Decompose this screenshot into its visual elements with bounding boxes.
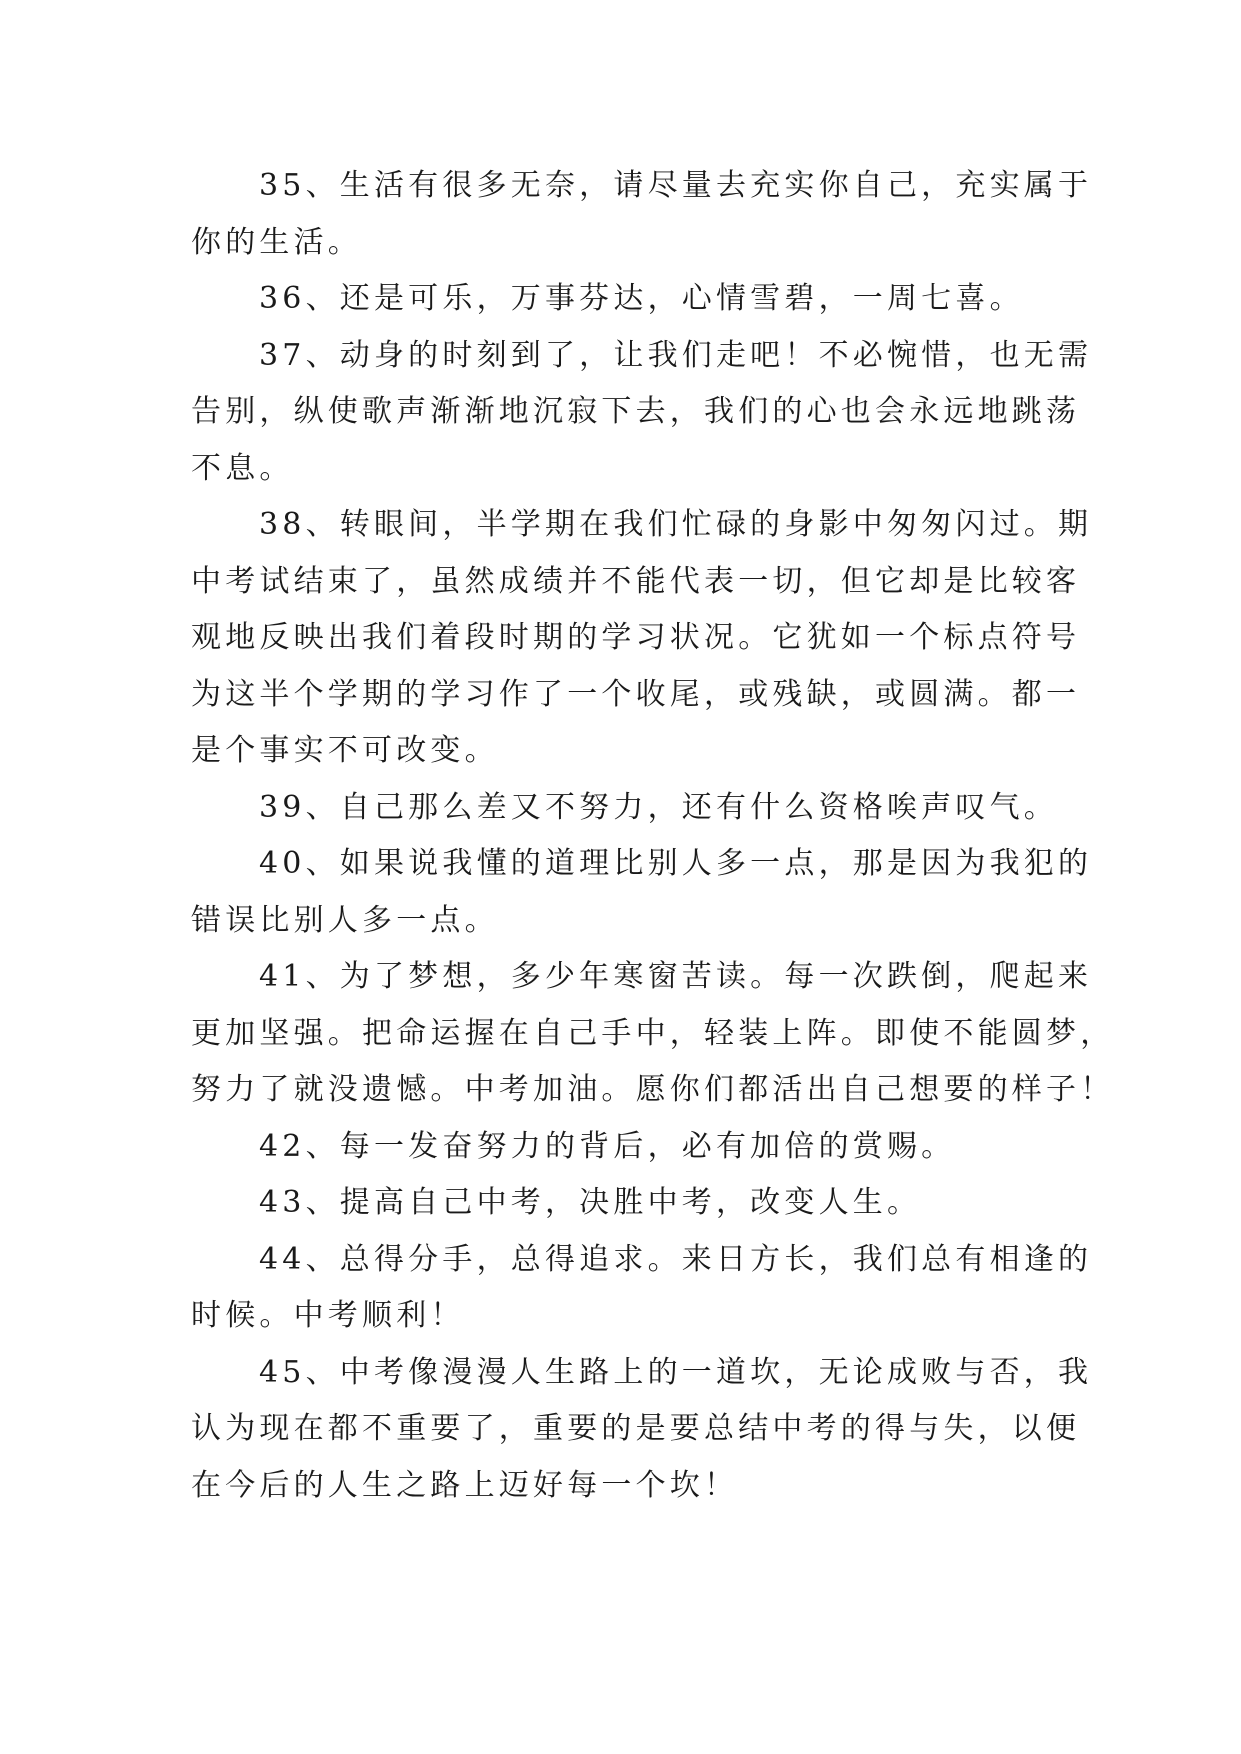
document-body [191,158,1115,1514]
paragraph-line: 认为现在都不重要了，重要的是要总结中考的得与失，以便 [191,1411,1081,1446]
paragraph-line: 40、如果说我懂的道理比别人多一点，那是因为我犯的 [259,846,1093,881]
paragraph-44 [191,1232,1093,1345]
paragraph-line: 更加坚强。把命运握在自己手中，轻装上阵。即使不能圆梦， [191,1015,1115,1051]
paragraph-line: 为这半个学期的学习作了一个收尾，或残缺，或圆满。都一 [191,676,1081,712]
paragraph-line: 41、为了梦想，多少年寒窗苦读。每一次跌倒，爬起来 [259,959,1093,994]
paragraph-35 [191,158,1093,271]
paragraph-line: 45、中考像漫漫人生路上的一道坎，无论成败与否，我 [259,1354,1093,1390]
paragraph-line: 错误比别人多一点。 [191,902,499,938]
paragraph-line: 观地反映出我们着段时期的学习状况。它犹如一个标点符号 [191,620,1081,655]
paragraph-line: 中考试结束了，虽然成绩并不能代表一切，但它却是比较客 [191,563,1081,599]
paragraph-41 [191,949,1115,1119]
paragraph-line: 36、还是可乐，万事芬达，心情雪碧，一周七喜。 [259,281,1024,316]
paragraph-38 [191,497,1093,780]
paragraph-37 [191,328,1093,498]
paragraph-39 [191,780,1058,837]
paragraph-line: 时候。中考顺利！ [191,1298,465,1333]
paragraph-43 [191,1175,1051,1232]
paragraph-line: 是个事实不可改变。 [191,733,499,768]
paragraph-line: 42、每一发奋努力的背后，必有加倍的赏赐。 [259,1128,956,1164]
paragraph-line: 35、生活有很多无奈，请尽量去充实你自己，充实属于 [259,168,1093,203]
paragraph-line: 37、动身的时刻到了，让我们走吧！不必惋惜，也无需 [259,337,1093,373]
paragraph-45 [191,1345,1093,1515]
paragraph-36 [191,271,1051,328]
paragraph-line: 39、自己那么差又不努力，还有什么资格唉声叹气。 [259,789,1058,825]
paragraph-line: 在今后的人生之路上迈好每一个坎！ [191,1467,739,1503]
paragraph-line: 43、提高自己中考，决胜中考，改变人生。 [259,1185,922,1220]
paragraph-line: 44、总得分手，总得追求。来日方长，我们总有相逢的 [259,1241,1093,1277]
paragraph-line: 你的生活。 [191,224,362,260]
paragraph-42 [191,1119,1051,1176]
paragraph-line: 努力了就没遗憾。中考加油。愿你们都活出自己想要的样子！ [191,1072,1115,1107]
paragraph-40 [191,836,1093,949]
paragraph-line: 告别，纵使歌声渐渐地沉寂下去，我们的心也会永远地跳荡 [191,394,1081,429]
paragraph-line: 不息。 [191,450,294,486]
paragraph-line: 38、转眼间，半学期在我们忙碌的身影中匆匆闪过。期 [259,507,1093,542]
